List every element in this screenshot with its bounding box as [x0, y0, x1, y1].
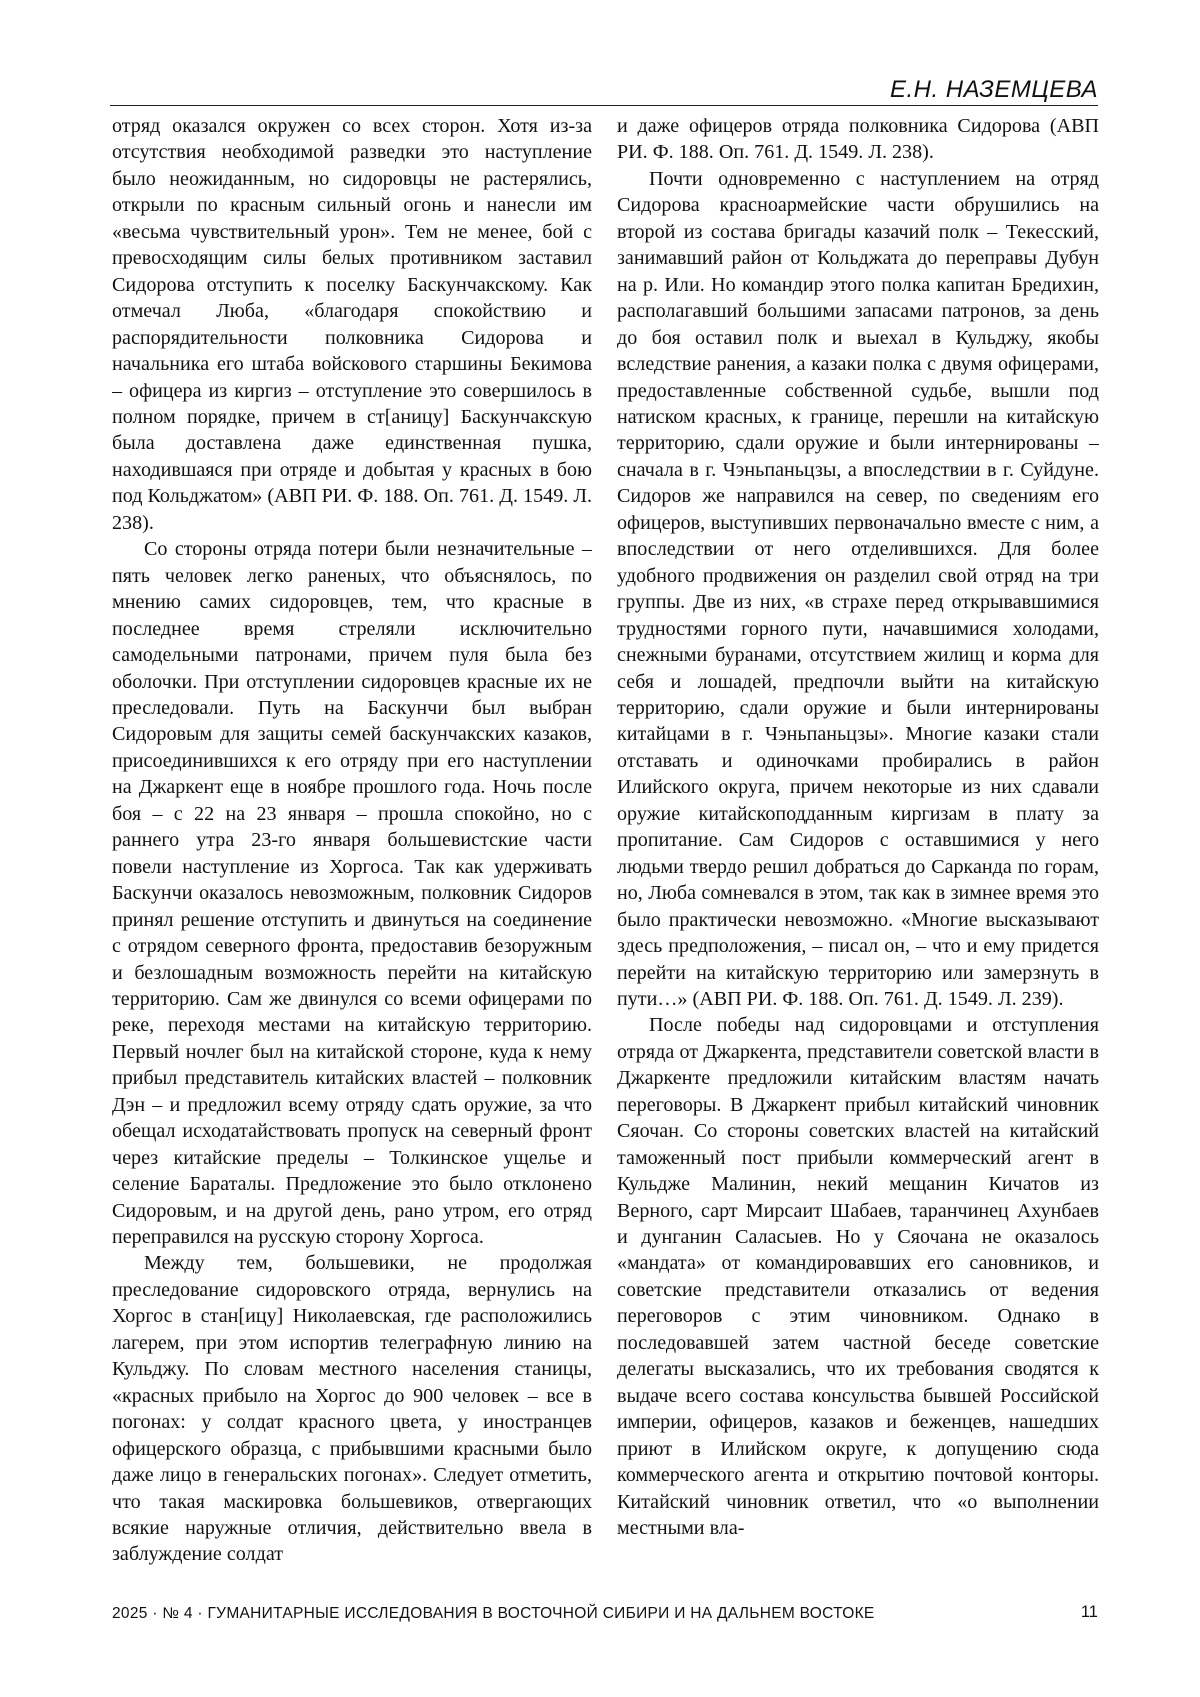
paragraph: Между тем, большевики, не продолжая преследование сидоровского отряда, вернулись на Хоргос в стан[ицу] Николаевская, где расположились лагерем, при этом испортив телеграфную линию на Кульджу. По словам местного населения станицы, «красных прибыло на Хоргос до 900 человек – все в погонах: у солдат красного цвета, у иностранцев офицерского образца, с прибывшими красными было даже лицо в генеральских погонах». Следует отметить, что такая маскировка большевиков, отвергающих всякие наружные отличия, действительно ввела в заблуждение солдат [112, 1252, 592, 1566]
paragraph: Со стороны отряда потери были незначительные – пять человек легко раненых, что объяснялось, по мнению самих сидоровцев, тем, что красные в последнее время стреляли исключительно самодельными патронами, причем пуля была без оболочки. При отступлении сидоровцев красные их не преследовали. Путь на Баскунчи был выбран Сидоровым для защиты семей баскунчакских казаков, присоединившихся к его отряду при его наступлении на Джаркент еще в ноябре прошлого года. Ночь после боя – с 22 на 23 января – прошла спокойно, но с раннего утра 23-го января большевистские части повели наступление из Хоргоса. Так как удерживать Баскунчи оказалось невозможным, полковник Сидоров принял решение отступить и двинуться на соединение с отрядом северного фронта, предоставив безоружным и безлошадным возможность перейти на китайскую территорию. Сам же двинулся со всеми офицерами по реке, переходя местами на китайскую территорию. Первый ночлег был на китайской стороне, куда к нему прибыл представитель китайских властей – полковник Дэн – и предложил всему отряду сдать оружие, за что обещал исходатайствовать пропуск на северный фронт через китайские пределы – Толкинское ущелье и селение Бараталы. Предложение это было отклонено Сидоровым, и на другой день, рано утром, его отряд переправился на русскую сторону Хоргоса. [112, 538, 592, 1249]
journal-footer: 2025 · № 4 · ГУМАНИТАРНЫЕ ИССЛЕДОВАНИЯ В ВОСТОЧНОЙ СИБИРИ И НА ДАЛЬНЕМ ВОСТОКЕ [112, 1605, 875, 1622]
running-header-author: Е.Н. НАЗЕМЦЕВА [889, 76, 1098, 103]
left-text-column [112, 113, 592, 1583]
paragraph: Почти одновременно с наступлением на отряд Сидорова красноармейские части обрушились на второй из состава бригады казачий полк – Текесский, занимавший район от Кольджата до переправы Дубун на р. Или. Но командир этого полка капитан Бредихин, располагавший большими запасами патронов, за день до боя оставил полк и выехал в Кульджу, якобы вследствие ранения, а казаки полка с двумя офицерами, предоставленные собственной судьбе, вышли под натиском красных, к границе, перешли на китайскую территорию, сдали оружие и были интернированы – сначала в г. Чэньпаньцзы, а впоследствии в г. Суйдуне. Сидоров же направился на север, по сведениям его офицеров, выступивших первоначально вместе с ним, а впоследствии от него отделившихся. Для более удобного продвижения он разделил свой отряд на три группы. Две из них, «в страхе перед открывавшимися трудностями горного пути, начавшимися холодами, снежными буранами, отсутствием жилищ и корма для себя и лошадей, предпочли выйти на китайскую территорию, сдали оружие и были интернированы китайцами в г. Чэньпаньцзы». Многие казаки стали отставать и одиночками пробирались в район Илийского округа, причем некоторые из них сдавали оружие китайскоподданным киргизам в плату за пропитание. Сам Сидоров с оставшимися у него людьми твердо решил добраться до Сарканда по горам, но, Люба сомневался в этом, так как в зимнее время это было практически невозможно. «Многие высказывают здесь предположения, – писал он, – что и ему придется перейти на китайскую территорию или замерзнуть в пути…» (АВП РИ. Ф. 188. Оп. 761. Д. 1549. Л. 239). [617, 167, 1099, 1010]
header-rule [110, 105, 1098, 106]
paragraph: После победы над сидоровцами и отступления отряда от Джаркента, представители советской власти в Джаркенте предложили китайским властям начать переговоры. В Джаркент прибыл китайский чиновник Сяочан. Со стороны советских властей на китайский таможенный пост прибыли коммерческий агент в Кульдже Малинин, некий мещанин Кичатов из Верного, сарт Мирсаит Шабаев, таранчинец Ахунбаев и дунганин Саласыев. Но у Сяочана не оказалось «мандата» от командировавших его сановников, и советские представители отказались от ведения переговоров с этим чиновником. Однако в последовавшей затем частной беседе советские делегаты высказались, что их требования сводятся к выдаче всего состава консульства бывшей Российской империи, офицеров, казаков и беженцев, нашедших приют в Илийском округе, к допущению сюда коммерческого агента и открытию почтовой конторы. Китайский чиновник ответил, что «о выполнении местными вла- [617, 1014, 1099, 1540]
paragraph: и даже офицеров отряда полковника Сидорова (АВП РИ. Ф. 188. Оп. 761. Д. 1549. Л. 238). [617, 115, 1099, 164]
right-text-column [617, 113, 1099, 1583]
paragraph: отряд оказался окружен со всех сторон. Хотя из-за отсутствия необходимой разведки это наступление было неожиданным, но сидоровцы не растерялись, открыли по красным сильный огонь и нанесли им «весьма чувствительный урон». Тем не менее, бой с превосходящим силы белых противником заставил Сидорова отступить к поселку Баскунчакскому. Как отмечал Люба, «благодаря спокойствию и распорядительности полковника Сидорова и начальника его штаба войскового старшины Бекимова – офицера из киргиз – отступление это совершилось в полном порядке, причем в ст[аницу] Баскунчакскую была доставлена даже единственная пушка, находившаяся при отряде и добытая у красных в бою под Кольджатом» (АВП РИ. Ф. 188. Оп. 761. Д. 1549. Л. 238). [112, 115, 592, 534]
page-number: 11 [1080, 1603, 1098, 1621]
